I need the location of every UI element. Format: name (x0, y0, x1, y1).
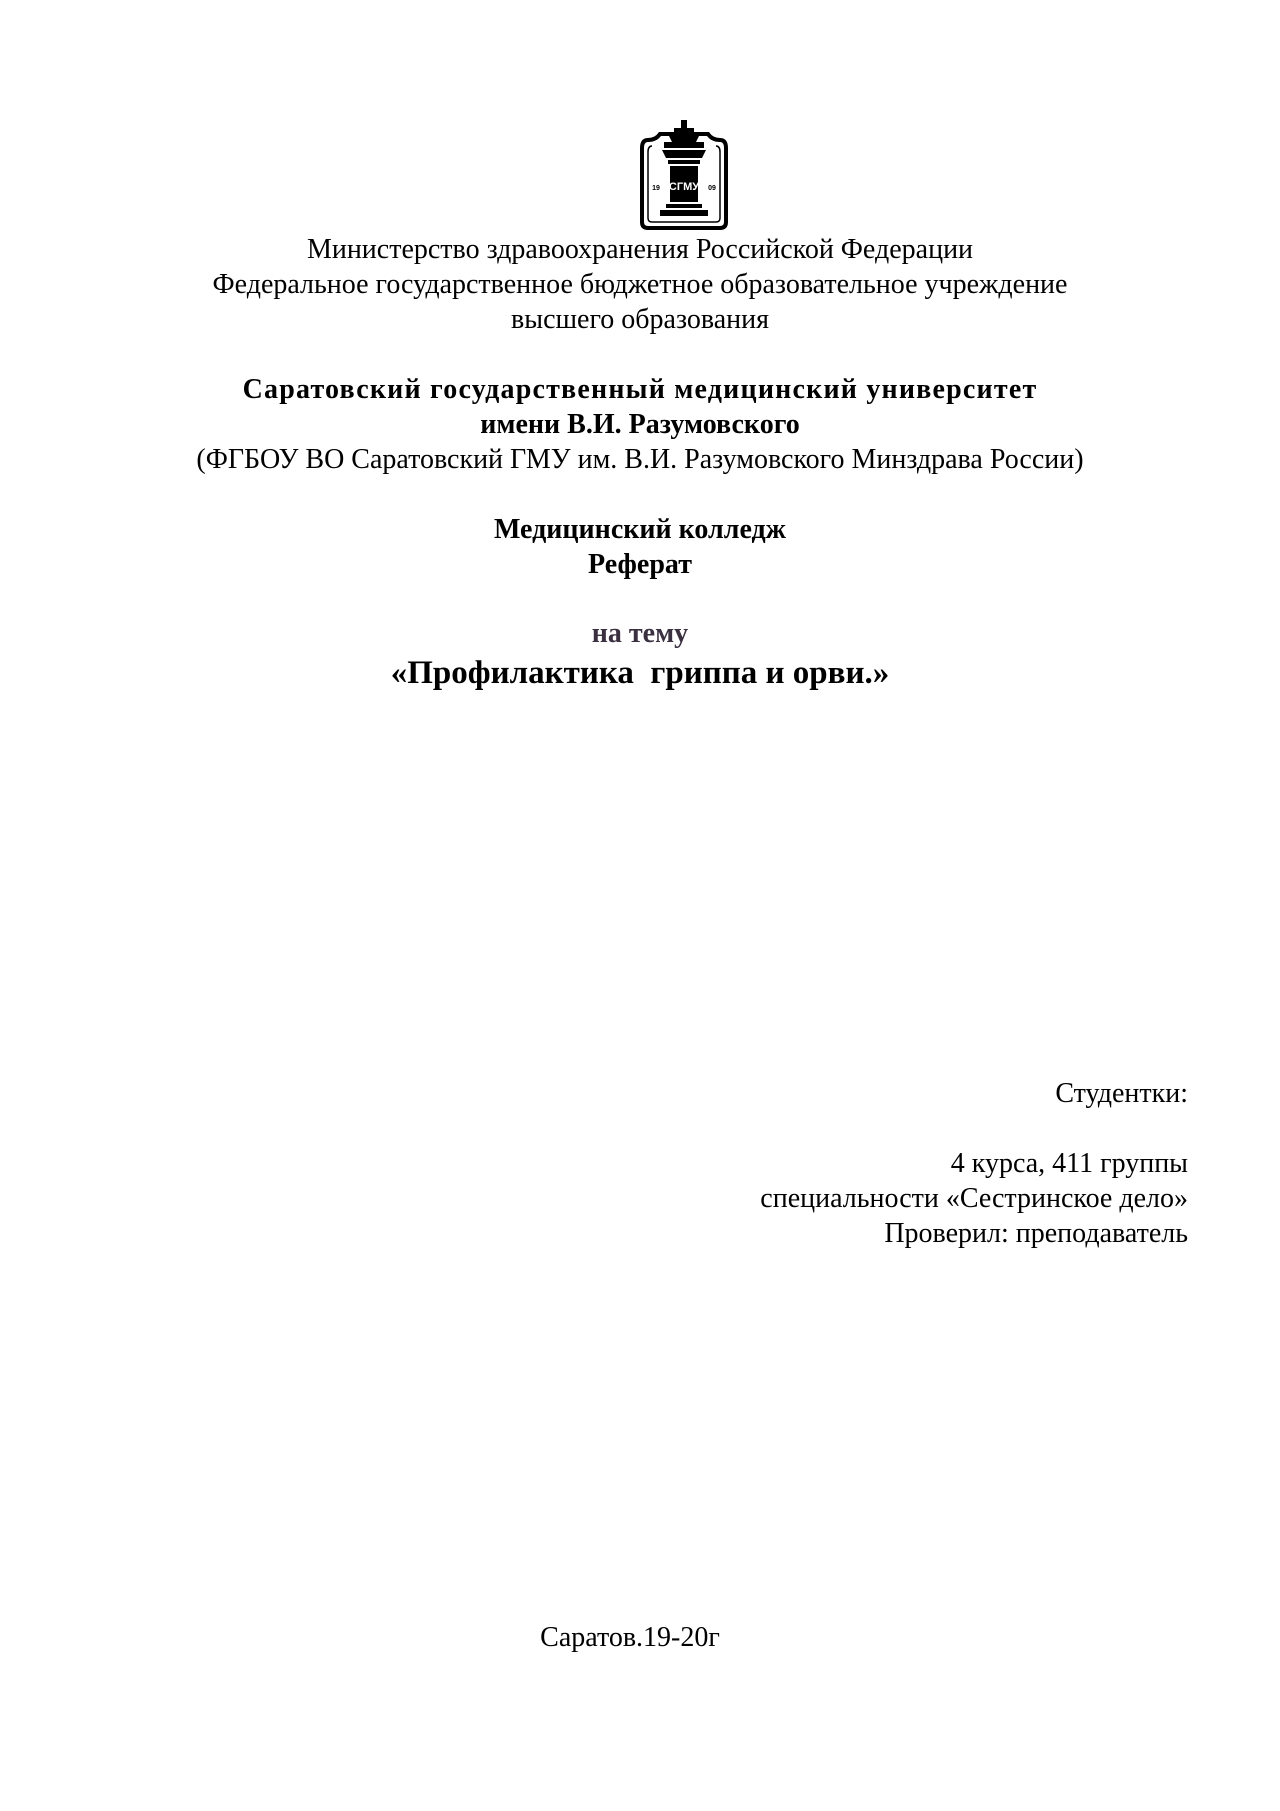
students-label: Студентки: (1055, 1078, 1188, 1109)
emblem-year-left: 19 (652, 185, 660, 192)
topic-title: «Профилактика гриппа и орви.» (390, 655, 890, 691)
document-type: Реферат (588, 549, 692, 580)
course-group: 4 курса, 411 группы (950, 1148, 1188, 1179)
college-name: Медицинский колледж (494, 514, 786, 545)
university-abbreviation: (ФГБОУ ВО Саратовский ГМУ им. В.И. Разумовского Минздрава России) (196, 444, 1084, 475)
emblem-year-right: 09 (708, 185, 716, 192)
university-name-line-1: Саратовский государственный медицинский университет (242, 374, 1038, 405)
checked-by: Проверил: преподаватель (884, 1218, 1188, 1249)
city-year: Саратов.19-20г (540, 1622, 720, 1653)
university-emblem-icon (638, 118, 730, 230)
emblem-letters: СГМУ (668, 181, 700, 193)
institution-line-1: Федеральное государственное бюджетное образовательное учреждение (212, 269, 1068, 300)
institution-line-2: высшего образования (511, 304, 769, 335)
specialty: специальности «Сестринское дело» (760, 1183, 1188, 1214)
ministry-line: Министерство здравоохранения Российской Федерации (306, 234, 974, 265)
university-name-line-2: имени В.И. Разумовского (480, 409, 800, 440)
topic-prefix: на тему (591, 618, 689, 649)
